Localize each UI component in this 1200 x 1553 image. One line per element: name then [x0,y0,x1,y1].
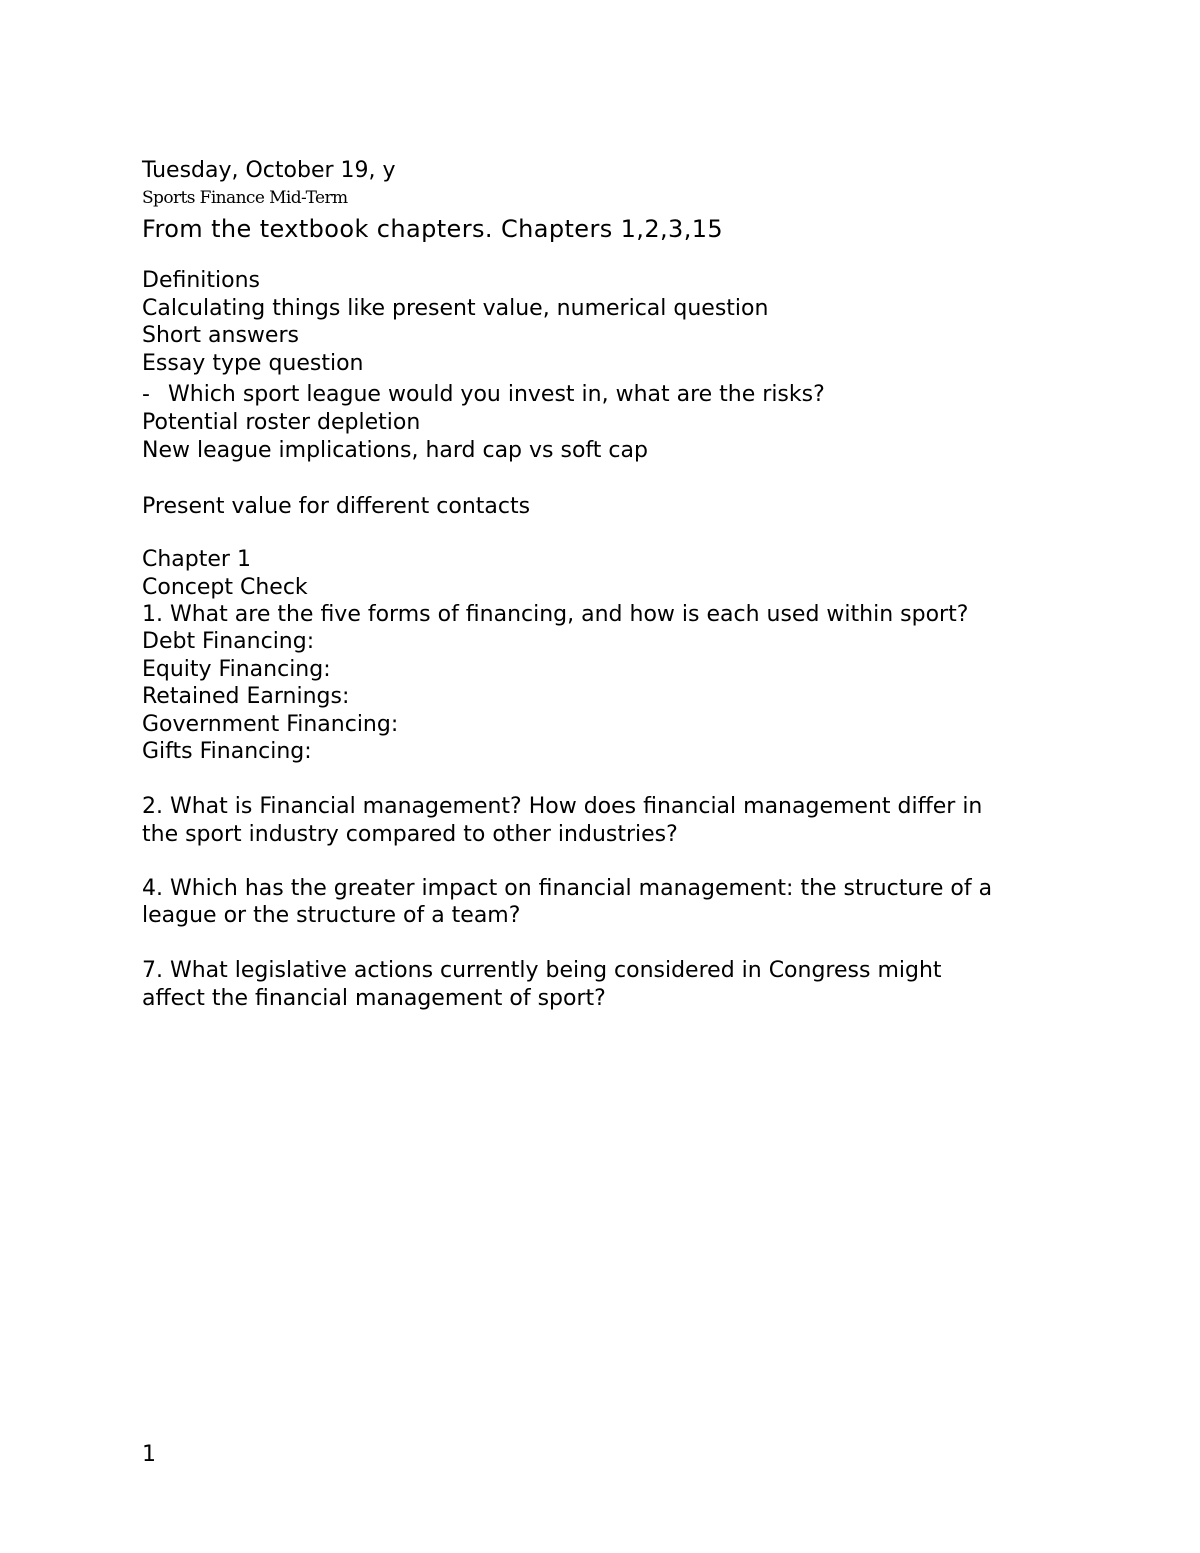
topic-definitions: Definitions [142,268,260,293]
subtitle-line: Sports Finance Mid-Term [142,188,348,208]
heading-line: From the textbook chapters. Chapters 1,2,3,15 [142,215,724,243]
question-4-line-1: 4. Which has the greater impact on financial management: the structure of a [142,876,993,901]
concept-check: Concept Check [142,575,308,600]
question-4-line-2: league or the structure of a team? [142,903,521,928]
financing-retained: Retained Earnings: [142,684,350,709]
bullet-text: Which sport league would you invest in, what are the risks? [168,382,825,407]
date-line: Tuesday, October 19, y [142,158,396,183]
question-7-line-1: 7. What legislative actions currently being considered in Congress might [142,958,942,983]
financing-gifts: Gifts Financing: [142,739,312,764]
topic-calculating: Calculating things like present value, numerical question [142,296,769,321]
question-7-line-2: affect the financial management of sport? [142,986,606,1011]
bullet-dash: - [142,382,150,407]
topic-short-answers: Short answers [142,323,299,348]
page-number: 1 [142,1442,156,1467]
bullet-item [142,381,825,409]
question-2-line-1: 2. What is Financial management? How does financial management differ in [142,794,983,819]
question-1: 1. What are the five forms of financing, and how is each used within sport? [142,602,969,627]
topic-essay: Essay type question [142,351,364,376]
chapter-title: Chapter 1 [142,547,251,572]
financing-government: Government Financing: [142,712,399,737]
note-roster-depletion: Potential roster depletion [142,410,421,435]
question-2-line-2: the sport industry compared to other industries? [142,822,678,847]
financing-equity: Equity Financing: [142,657,331,682]
present-value-note: Present value for different contacts [142,494,531,519]
note-new-league: New league implications, hard cap vs soft cap [142,438,648,463]
financing-debt: Debt Financing: [142,629,315,654]
